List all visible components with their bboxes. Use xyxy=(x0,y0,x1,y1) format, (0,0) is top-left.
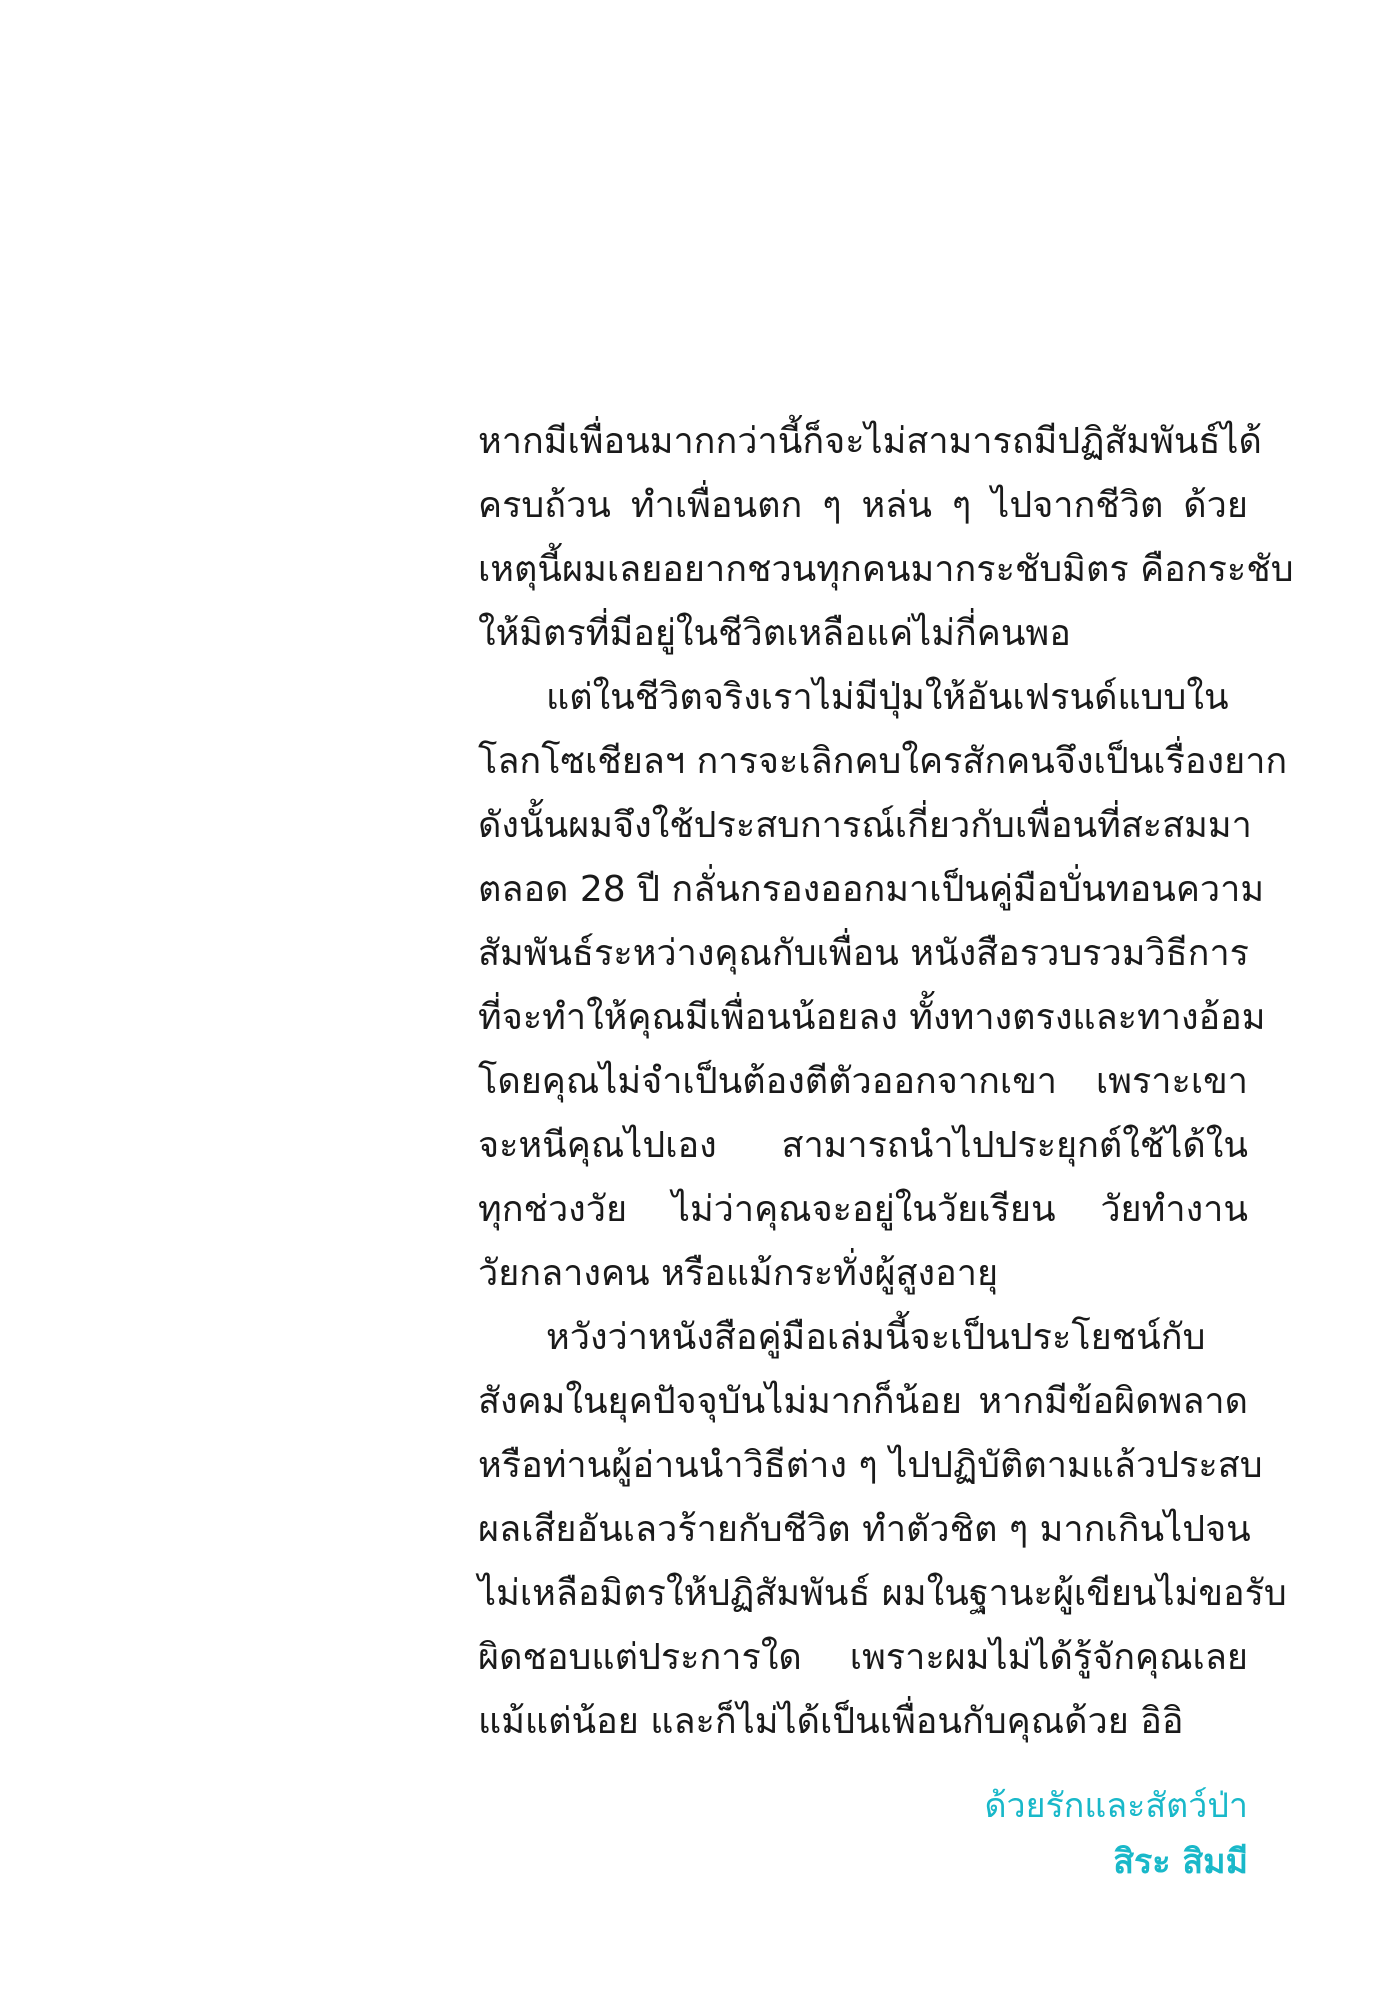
body-line: โดยคุณไม่จำเป็นต้องตีตัวออกจากเขา เพราะเขา xyxy=(478,1061,1248,1102)
body-line: หวังว่าหนังสือคู่มือเล่มนี้จะเป็นประโยชน์กับ xyxy=(546,1317,1206,1358)
signature-closing: ด้วยรักและสัตว์ป่า xyxy=(984,1786,1248,1826)
body-line: ทุกช่วงวัย ไม่ว่าคุณจะอยู่ในวัยเรียน วัยทำงาน xyxy=(478,1189,1248,1230)
body-line: สังคมในยุคปัจจุบันไม่มากก็น้อย หากมีข้อผิดพลาด xyxy=(478,1381,1248,1422)
signature-author: สิระ สิมมี xyxy=(1113,1842,1248,1882)
signature-block xyxy=(478,1778,1248,1890)
body-line: แม้แต่น้อย และก็ไม่ได้เป็นเพื่อนกับคุณด้วย อิอิ xyxy=(478,1701,1184,1742)
body-line: เหตุนี้ผมเลยอยากชวนทุกคนมากระชับมิตร คือกระชับ xyxy=(478,549,1294,590)
body-line: โลกโซเชียลฯ การจะเลิกคบใครสักคนจึงเป็นเรื่องยาก xyxy=(478,741,1288,782)
body-line: ผิดชอบแต่ประการใด เพราะผมไม่ได้รู้จักคุณเลย xyxy=(478,1637,1248,1678)
body-text xyxy=(478,410,1294,1754)
body-line: ตลอด 28 ปี กลั่นกรองออกมาเป็นคู่มือบั่นทอนความ xyxy=(478,869,1265,910)
body-line: ครบถ้วน ทำเพื่อนตก ๆ หล่น ๆ ไปจากชีวิต ด้วย xyxy=(478,485,1248,526)
body-line: หากมีเพื่อนมากกว่านี้ก็จะไม่สามารถมีปฏิสัมพันธ์ได้ xyxy=(478,421,1262,462)
body-line: ผลเสียอันเลวร้ายกับชีวิต ทำตัวชิต ๆ มากเกินไปจน xyxy=(478,1509,1251,1550)
body-line: จะหนีคุณไปเอง สามารถนำไปประยุกต์ใช้ได้ใน xyxy=(478,1125,1248,1166)
body-line: ที่จะทำให้คุณมีเพื่อนน้อยลง ทั้งทางตรงและทางอ้อม xyxy=(478,997,1266,1038)
body-line: ให้มิตรที่มีอยู่ในชีวิตเหลือแค่ไม่กี่คนพอ xyxy=(478,613,1071,654)
body-line: แต่ในชีวิตจริงเราไม่มีปุ่มให้อันเฟรนด์แบบใน xyxy=(546,677,1229,718)
body-line: ดังนั้นผมจึงใช้ประสบการณ์เกี่ยวกับเพื่อนที่สะสมมา xyxy=(478,805,1252,846)
body-line: สัมพันธ์ระหว่างคุณกับเพื่อน หนังสือรวบรวมวิธีการ xyxy=(478,933,1249,974)
body-line: วัยกลางคน หรือแม้กระทั่งผู้สูงอายุ xyxy=(478,1253,999,1294)
body-line: ไม่เหลือมิตรให้ปฏิสัมพันธ์ ผมในฐานะผู้เขียนไม่ขอรับ xyxy=(478,1573,1287,1614)
body-line: หรือท่านผู้อ่านนำวิธีต่าง ๆ ไปปฏิบัติตามแล้วประสบ xyxy=(478,1445,1263,1486)
